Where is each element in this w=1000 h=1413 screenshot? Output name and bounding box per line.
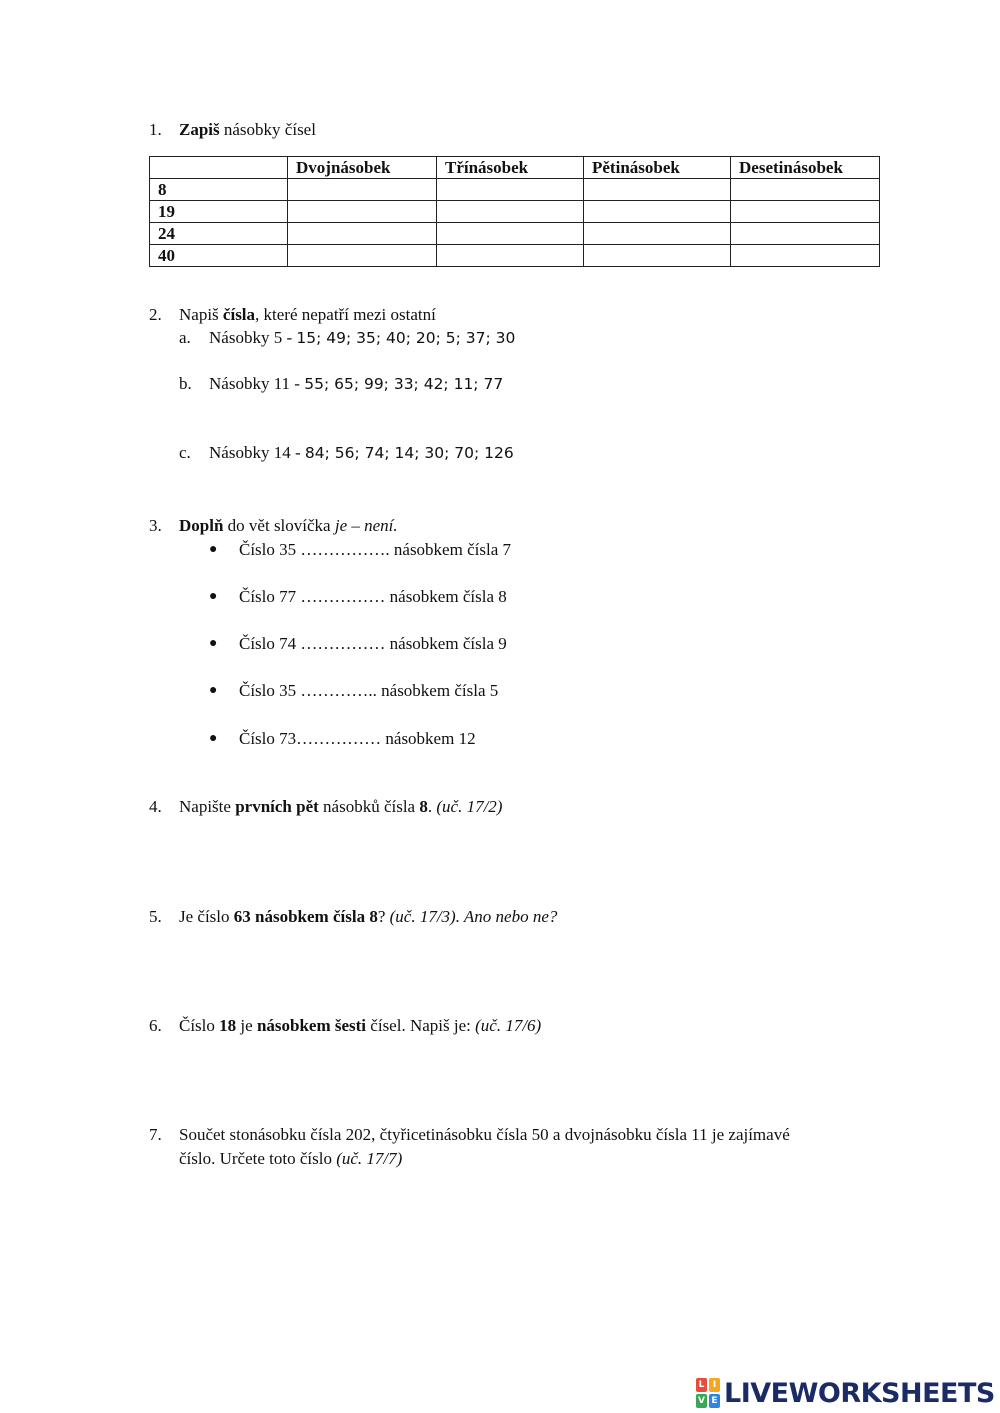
answer-cell[interactable] xyxy=(437,201,584,223)
q2-text xyxy=(179,305,436,325)
q2a-text xyxy=(209,328,515,348)
q5-text xyxy=(179,907,557,927)
liveworksheets-logo xyxy=(696,1376,995,1410)
q7-number: 7. xyxy=(149,1125,162,1144)
q1-number: 1. xyxy=(149,120,162,139)
logo-letter-i: I xyxy=(709,1378,720,1392)
q2a-letter: a. xyxy=(179,328,191,347)
q3-bullet-1: Číslo 35 ……………. násobkem čísla 7 xyxy=(239,540,511,559)
q3-text xyxy=(179,516,398,536)
logo-letter-e: E xyxy=(709,1394,720,1408)
answer-cell[interactable] xyxy=(584,245,731,267)
table-row xyxy=(150,201,880,223)
q7-line2 xyxy=(179,1149,402,1169)
q6-mid1: je xyxy=(236,1016,257,1035)
q4-bold1: prvních pět xyxy=(235,797,319,816)
q5-mid: ? xyxy=(377,907,390,926)
q2c-letter: c. xyxy=(179,443,191,462)
q7-line1: Součet stonásobku čísla 202, čtyřicetinásobku čísla 50 a dvojnásobku čísla 11 je zajímavé xyxy=(179,1125,790,1144)
logo-letter-v: V xyxy=(696,1394,707,1408)
answer-cell[interactable] xyxy=(731,179,880,201)
q3-bullet-2: Číslo 77 …………… násobkem čísla 8 xyxy=(239,587,507,606)
table-header-cell: Dvojnásobek xyxy=(288,157,437,179)
q4-dot: . xyxy=(427,797,437,816)
table-header-row xyxy=(150,157,880,179)
q4-bold2: 8 xyxy=(419,797,428,816)
q1-rest: násobky čísel xyxy=(219,120,316,139)
answer-cell[interactable] xyxy=(731,201,880,223)
q2-pre: Napiš xyxy=(179,305,223,324)
bullet-icon: ● xyxy=(209,589,218,604)
q2-bold: čísla xyxy=(222,305,256,324)
row-label: 8 xyxy=(150,179,288,201)
bullet-icon: ● xyxy=(209,542,218,557)
q7-line2-text: číslo. Určete toto číslo xyxy=(179,1149,337,1168)
answer-cell[interactable] xyxy=(437,223,584,245)
q5-italic: (uč. 17/3). Ano nebo ne? xyxy=(389,907,558,926)
table-row xyxy=(150,223,880,245)
q5-pre: Je číslo xyxy=(179,907,234,926)
answer-cell[interactable] xyxy=(288,223,437,245)
liveworksheets-logo-icon xyxy=(696,1378,720,1408)
q6-italic: (uč. 17/6) xyxy=(475,1016,542,1035)
q2a-label: Násobky 5 - xyxy=(209,328,297,347)
q2-number: 2. xyxy=(149,305,162,324)
table-row xyxy=(150,179,880,201)
q2b-label: Násobky 11 - xyxy=(209,374,305,393)
q2b-numbers: 55; 65; 99; 33; 42; 11; 77 xyxy=(304,375,504,393)
q4-pre: Napište xyxy=(179,797,236,816)
q6-text xyxy=(179,1016,541,1036)
q3-bullet-5: Číslo 73…………… násobkem 12 xyxy=(239,729,476,748)
answer-cell[interactable] xyxy=(584,179,731,201)
q4-text xyxy=(179,797,502,817)
table-header-cell xyxy=(150,157,288,179)
logo-text: LIVEWORKSHEETS xyxy=(724,1377,995,1409)
q2-rest: , které nepatří mezi ostatní xyxy=(255,305,436,324)
q6-mid2: čísel. Napiš je: xyxy=(366,1016,476,1035)
q3-bold: Doplň xyxy=(179,516,224,535)
q3-number: 3. xyxy=(149,516,162,535)
q2c-label: Násobky 14 - xyxy=(209,443,305,462)
row-label: 19 xyxy=(150,201,288,223)
q6-bold2: násobkem šesti xyxy=(256,1016,367,1035)
bullet-icon: ● xyxy=(209,636,218,651)
answer-cell[interactable] xyxy=(731,223,880,245)
q5-bold: 63 násobkem čísla 8 xyxy=(233,907,378,926)
row-label: 24 xyxy=(150,223,288,245)
q6-pre: Číslo xyxy=(179,1016,220,1035)
answer-cell[interactable] xyxy=(437,179,584,201)
table-header-cell: Desetinásobek xyxy=(731,157,880,179)
q4-italic: (uč. 17/2) xyxy=(436,797,503,816)
q2c-numbers: 84; 56; 74; 14; 30; 70; 126 xyxy=(304,444,514,462)
answer-cell[interactable] xyxy=(584,223,731,245)
q7-italic: (uč. 17/7) xyxy=(336,1149,403,1168)
q6-number: 6. xyxy=(149,1016,162,1035)
row-label: 40 xyxy=(150,245,288,267)
q3-italic: je – není. xyxy=(334,516,398,535)
logo-letter-l: L xyxy=(696,1378,707,1392)
q2c-text xyxy=(209,443,514,463)
table-row xyxy=(150,245,880,267)
bullet-icon: ● xyxy=(209,683,218,698)
q2b-letter: b. xyxy=(179,374,192,393)
q4-mid: násobků čísla xyxy=(318,797,420,816)
q6-bold1: 18 xyxy=(219,1016,237,1035)
answer-cell[interactable] xyxy=(288,201,437,223)
multiples-table xyxy=(149,156,880,267)
table-header-cell: Pětinásobek xyxy=(584,157,731,179)
q4-number: 4. xyxy=(149,797,162,816)
q1-text xyxy=(179,120,316,140)
answer-cell[interactable] xyxy=(288,245,437,267)
table-header-cell: Třínásobek xyxy=(437,157,584,179)
answer-cell[interactable] xyxy=(584,201,731,223)
q2a-numbers: 15; 49; 35; 40; 20; 5; 37; 30 xyxy=(296,329,516,347)
q2b-text xyxy=(209,374,503,394)
q3-rest: do vět slovíčka xyxy=(223,516,335,535)
q5-number: 5. xyxy=(149,907,162,926)
bullet-icon: ● xyxy=(209,731,218,746)
q1-bold: Zapiš xyxy=(179,120,220,139)
q3-bullet-3: Číslo 74 …………… násobkem čísla 9 xyxy=(239,634,507,653)
answer-cell[interactable] xyxy=(437,245,584,267)
answer-cell[interactable] xyxy=(288,179,437,201)
q3-bullet-4: Číslo 35 ………….. násobkem čísla 5 xyxy=(239,681,499,700)
answer-cell[interactable] xyxy=(731,245,880,267)
